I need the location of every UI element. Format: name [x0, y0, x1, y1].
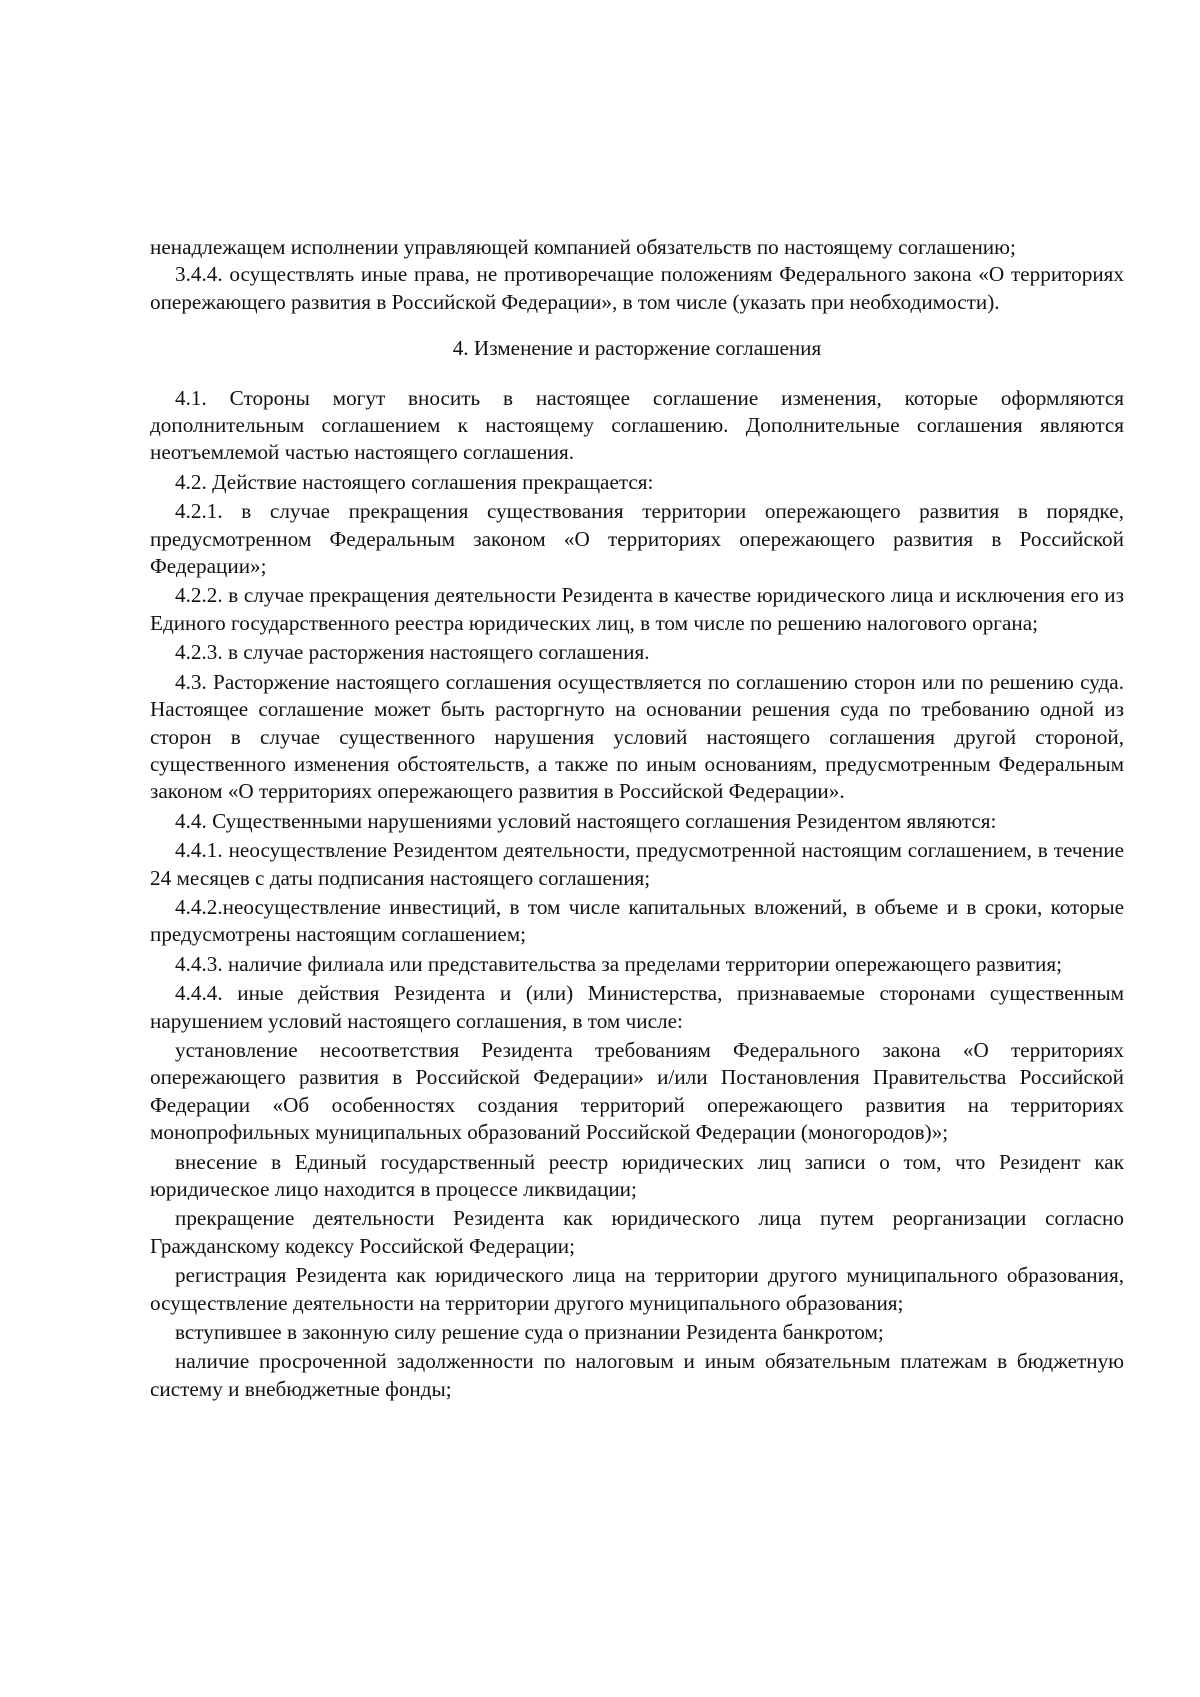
- list-item-bankruptcy: вступившее в законную силу решение суда о признании Резидента банкротом;: [175, 1320, 884, 1345]
- section-heading: 4. Изменение и расторжение соглашения: [452, 336, 822, 361]
- paragraph-4-3: 4.3. Расторжение настоящего соглашения осуществляется по соглашению сторон или по решению суда. Настоящее соглашение может быть расторгнуто на основании решения суда по требованию одной из сторон в случае существенного нарушения условий настоящего соглашения другой стороной, существенного изменения обстоятельств, а также по иным основаниям, предусмотренным Федеральным законом «О территориях опережающего развития в Российской Федерации».: [150, 669, 1124, 804]
- list-item-liquidation: внесение в Единый государственный реестр юридических лиц записи о том, что Резидент как юридическое лицо находится в процессе ликвидации;: [150, 1149, 1124, 1201]
- paragraph-3-4-4: 3.4.4. осуществлять иные права, не противоречащие положениям Федерального закона «О территориях опережающего развития в Российской Федерации», в том числе (указать при необходимости).: [150, 262, 1124, 314]
- paragraph-4-2: 4.2. Действие настоящего соглашения прекращается:: [175, 469, 654, 494]
- paragraph-4-2-3: 4.2.3. в случае расторжения настоящего соглашения.: [175, 640, 650, 665]
- paragraph-4-2-1: 4.2.1. в случае прекращения существования территории опережающего развития в порядке, предусмотренном Федеральным законом «О территориях опережающего развития в Российской Федерации»;: [150, 499, 1124, 579]
- document-page: [150, 234, 1124, 1403]
- paragraph-4-4-1: 4.4.1. неосуществление Резидентом деятельности, предусмотренной настоящим соглашением, в течение 24 месяцев с даты подписания настоящего соглашения;: [150, 838, 1124, 890]
- paragraph-4-1: 4.1. Стороны могут вносить в настоящее соглашение изменения, которые оформляются дополнительным соглашением к настоящему соглашению. Дополнительные соглашения являются неотъемлемой частью настоящего соглашения.: [150, 385, 1124, 465]
- list-item-reorganization: прекращение деятельности Резидента как юридического лица путем реорганизации согласно Гражданскому кодексу Российской Федерации;: [150, 1206, 1124, 1258]
- paragraph-4-2-2: 4.2.2. в случае прекращения деятельности Резидента в качестве юридического лица и исключения его из Единого государственного реестра юридических лиц, в том числе по решению налогового органа;: [150, 583, 1124, 635]
- paragraph-continuation: ненадлежащем исполнении управляющей компанией обязательств по настоящему соглашению;: [150, 235, 1016, 259]
- paragraph-4-4: 4.4. Существенными нарушениями условий настоящего соглашения Резидентом являются:: [175, 808, 997, 833]
- list-item-registration: регистрация Резидента как юридического лица на территории другого муниципального образования, осуществление деятельности на территории другого муниципального образования;: [150, 1263, 1124, 1315]
- list-item-arrears: наличие просроченной задолженности по налоговым и иным обязательным платежам в бюджетную систему и внебюджетные фонды;: [150, 1349, 1124, 1401]
- paragraph-4-4-4: 4.4.4. иные действия Резидента и (или) Министерства, признаваемые сторонами существенным нарушением условий настоящего соглашения, в том числе:: [150, 981, 1124, 1033]
- paragraph-4-4-3: 4.4.3. наличие филиала или представительства за пределами территории опережающего развития;: [175, 951, 1062, 976]
- paragraph-4-4-2: 4.4.2.неосуществление инвестиций, в том числе капитальных вложений, в объеме и в сроки, которые предусмотрены настоящим соглашением;: [150, 894, 1124, 947]
- list-item-nonconformity: установление несоответствия Резидента требованиям Федерального закона «О территориях опережающего развития в Российской Федерации» и/или Постановления Правительства Российской Федерации «Об особенностях создания территорий опережающего развития на территориях монопрофильных муниципальных образований Российской Федерации (моногородов)»;: [150, 1037, 1124, 1145]
